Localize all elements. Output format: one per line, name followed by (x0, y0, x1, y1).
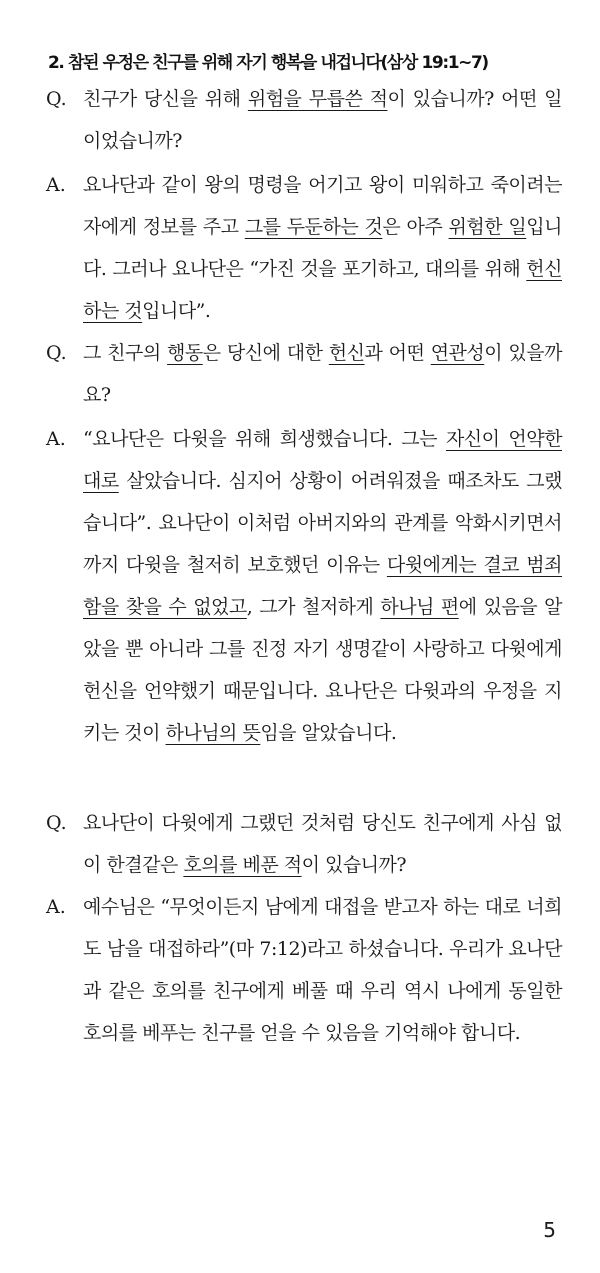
question-text (83, 802, 562, 886)
answer-text (83, 418, 562, 754)
text-segment: 은 당신에 대한 (202, 342, 329, 364)
underlined-phrase: 그를 두둔하는 것 (244, 216, 383, 238)
text-segment: 이 있습니까? (301, 854, 407, 876)
answer-marker: A. (46, 896, 66, 918)
text-segment: 이 있습니까? 어떤 일이었습니까? (83, 88, 563, 152)
text-segment: 친구가 당신을 위해 (83, 88, 248, 110)
underlined-phrase: 행동 (167, 342, 203, 364)
answer-text (83, 164, 562, 332)
text-segment: 예수님은 “무엇이든지 남에게 대접을 받고자 하는 대로 너희도 남을 대접하라”(마 7:12)라고 하셨습니다. 우리가 요나단과 같은 호의를 친구에게 베풀 때 우리 역시 나에게 동일한 호의를 베푸는 친구를 얻을 수 있음을 기억해야 합니다. (83, 896, 562, 1044)
question-item (46, 802, 562, 886)
text-segment: 이 있을까요? (83, 342, 562, 406)
text-segment: 입니다. 그러나 요나단은 “가진 것을 포기하고, 대의를 위해 (83, 216, 562, 280)
underlined-phrase: 자신이 언약한 대로 (83, 428, 562, 492)
text-segment: 에 있음을 알았을 뿐 아니라 그를 진정 자기 생명같이 사랑하고 다윗에게 헌신을 언약했기 때문입니다. 요나단은 다윗과의 우정을 지키는 것이 (83, 596, 562, 744)
text-segment: 임을 알았습니다. (260, 722, 397, 744)
answer-marker: A. (46, 174, 66, 196)
text-segment: 그 친구의 (83, 342, 168, 364)
underlined-phrase: 위험한 일 (448, 216, 527, 238)
question-marker: Q. (46, 88, 67, 110)
underlined-phrase: 하나님의 뜻 (165, 722, 261, 744)
underlined-phrase: 연관성 (430, 342, 485, 364)
answer-text (83, 886, 562, 1054)
underlined-phrase: 헌신 (328, 342, 365, 364)
answer-marker: A. (46, 428, 66, 450)
question-marker: Q. (46, 342, 67, 364)
page-number: 5 (543, 1218, 556, 1242)
underlined-phrase: 헌신하는 것 (83, 258, 562, 322)
text-segment: 과 어떤 (364, 342, 431, 364)
question-item (46, 332, 562, 416)
answer-item (46, 886, 562, 1054)
answer-item (46, 164, 562, 332)
text-segment: 은 아주 (382, 216, 449, 238)
text-segment: , 그가 철저하게 (246, 596, 381, 618)
text-segment: “요나단은 다윗을 위해 희생했습니다. 그는 (83, 428, 446, 450)
question-marker: Q. (46, 812, 67, 834)
text-segment: 요나단이 다윗에게 그랬던 것처럼 당신도 친구에게 사심 없이 한결같은 (83, 812, 562, 876)
underlined-phrase: 호의를 베푼 적 (183, 854, 302, 876)
question-item (46, 78, 562, 162)
underlined-phrase: 다윗에게는 결코 범죄함을 찾을 수 없었고 (83, 554, 563, 618)
answer-item (46, 418, 562, 754)
text-segment: 요나단과 같이 왕의 명령을 어기고 왕이 미워하고 죽이려는 자에게 정보를 주고 (83, 174, 562, 238)
underlined-phrase: 하나님 편 (380, 596, 459, 618)
question-text (83, 78, 562, 162)
text-segment: 살았습니다. 심지어 상황이 어려워졌을 때조차도 그랬습니다”. 요나단이 이처럼 아버지와의 관계를 악화시키면서까지 다윗을 철저히 보호했던 이유는 (83, 470, 562, 576)
section-heading: 2. 참된 우정은 친구를 위해 자기 행복을 내겁니다(삼상 19:1~7) (48, 53, 488, 73)
text-segment: 입니다”. (142, 300, 211, 322)
underlined-phrase: 위험을 무릅쓴 적 (247, 88, 388, 110)
question-text (83, 332, 562, 416)
